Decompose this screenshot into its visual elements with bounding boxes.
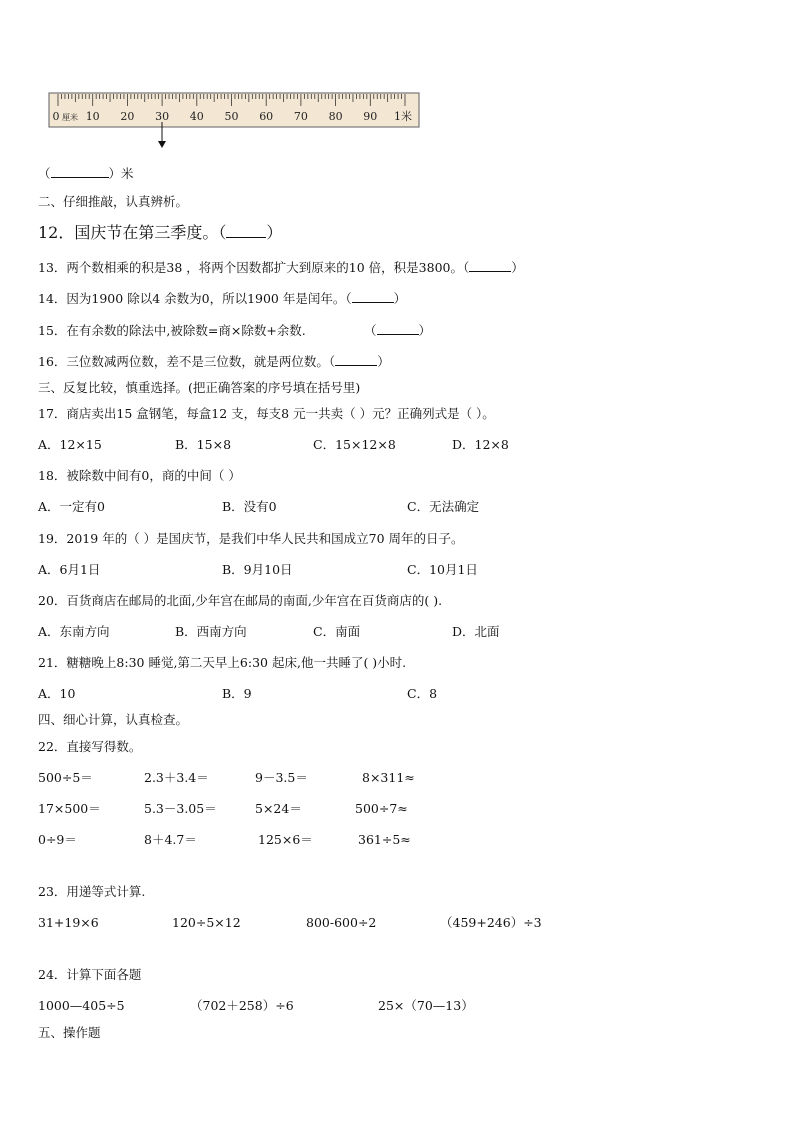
- q19-stem: 19．2019 年的（ ）是国庆节，是我们中华人民共和国成立70 周年的日子。: [38, 531, 464, 546]
- q22-r1-c1: 500÷5＝: [38, 770, 93, 785]
- ruler-label: 50: [224, 110, 239, 123]
- section-5-title: 五、操作题: [38, 1025, 101, 1040]
- q15: [38, 323, 306, 339]
- q14: 14．因为1900 除以4 余数为0，所以1900 年是闰年。（ ）: [38, 291, 407, 306]
- q22-r3-c3: 125×6＝: [258, 832, 313, 847]
- q22-r2-c2: 5.3－3.05＝: [144, 801, 217, 816]
- section-3-title: 三、反复比较，慎重选择。(把正确答案的序号填在括号里): [38, 380, 361, 395]
- q22-stem: 22．直接写得数。: [38, 739, 142, 754]
- q12-text: 12．国庆节在第三季度。: [38, 223, 219, 242]
- q22-r3-c2: 8＋4.7＝: [144, 832, 197, 847]
- q22-r1-c2: 2.3＋3.4＝: [144, 770, 209, 785]
- q19-option-c[interactable]: C．10月1日: [407, 562, 478, 577]
- q15-blank[interactable]: [377, 323, 419, 335]
- q23-item-1: 31+19×6: [38, 915, 99, 930]
- q11-answer-line: （ ）米: [38, 166, 134, 181]
- q12-blank[interactable]: [226, 226, 266, 238]
- q11-unit: 米: [121, 166, 134, 181]
- q17-stem: 17．商店卖出15 盒钢笔，每盒12 支，每支8 元一共卖（ ）元？正确列式是（ ）。: [38, 406, 495, 421]
- q21-stem: 21．糖糖晚上8:30 睡觉,第二天早上6:30 起床,他一共睡了( )小时.: [38, 655, 407, 670]
- q24-item-1: 1000—405÷5: [38, 998, 125, 1013]
- q22-r2-c4: 500÷7≈: [355, 801, 408, 816]
- q16-text: 16．三位数减两位数，差不是三位数，就是两位数。: [38, 354, 329, 369]
- q14-blank[interactable]: [352, 291, 394, 303]
- q17-option-c[interactable]: C．15×12×8: [313, 437, 396, 452]
- ruler-label: 30: [155, 110, 170, 123]
- q11-answer-blank[interactable]: [51, 166, 109, 178]
- ruler-label: 60: [259, 110, 274, 123]
- q17-option-a[interactable]: A．12×15: [38, 437, 102, 452]
- q22-r2-c1: 17×500＝: [38, 801, 101, 816]
- q20-stem: 20．百货商店在邮局的北面,少年宫在邮局的南面,少年宫在百货商店的( ).: [38, 593, 443, 608]
- ruler-figure: [48, 92, 422, 152]
- q20-option-b[interactable]: B．西南方向: [175, 624, 247, 639]
- q15-text: 15．在有余数的除法中,被除数=商×除数+余数.: [38, 323, 306, 338]
- ruler-arrow-head: [158, 141, 166, 148]
- ruler-label: 1米: [394, 110, 412, 123]
- q22-r1-c4: 8×311≈: [362, 770, 415, 785]
- ruler-label: 70: [293, 110, 308, 123]
- ruler-label: 40: [189, 110, 204, 123]
- q13-text: 13．两个数相乘的积是38 ，将两个因数都扩大到原来的10 倍，积是3800。: [38, 260, 463, 275]
- q23-item-4: （459+246）÷3: [440, 915, 542, 930]
- q13: 13．两个数相乘的积是38 ，将两个因数都扩大到原来的10 倍，积是3800。（ ）: [38, 260, 524, 275]
- q24-item-2: （702＋258）÷6: [190, 998, 294, 1013]
- q23-item-2: 120÷5×12: [172, 915, 241, 930]
- q24-item-3: 25×（70—13）: [378, 998, 474, 1013]
- q21-option-a[interactable]: A．10: [38, 686, 76, 701]
- q16-blank[interactable]: [335, 354, 377, 366]
- ruler-label: 厘米: [62, 113, 78, 122]
- q20-option-c[interactable]: C．南面: [313, 624, 361, 639]
- q14-text: 14．因为1900 除以4 余数为0，所以1900 年是闰年。: [38, 291, 346, 306]
- q18-stem: 18．被除数中间有0，商的中间（ ）: [38, 468, 241, 483]
- q17-option-d[interactable]: D．12×8: [452, 437, 509, 452]
- q24-stem: 24．计算下面各题: [38, 967, 142, 982]
- q22-r3-c4: 361÷5≈: [358, 832, 411, 847]
- q21-option-b[interactable]: B．9: [222, 686, 252, 701]
- q18-option-a[interactable]: A．一定有0: [38, 499, 105, 514]
- q17-option-b[interactable]: B．15×8: [175, 437, 232, 452]
- ruler-label: 90: [363, 110, 378, 123]
- q20-option-a[interactable]: A．东南方向: [38, 624, 110, 639]
- q21-option-c[interactable]: C．8: [407, 686, 438, 701]
- q22-r3-c1: 0÷9＝: [38, 832, 77, 847]
- q20-option-d[interactable]: D．北面: [452, 624, 500, 639]
- q12: 12．国庆节在第三季度。（ ）: [38, 223, 283, 242]
- q13-blank[interactable]: [469, 260, 511, 272]
- ruler-label: 20: [120, 110, 135, 123]
- q22-r2-c3: 5×24＝: [255, 801, 302, 816]
- q19-option-a[interactable]: A．6月1日: [38, 562, 101, 577]
- q16: 16．三位数减两位数，差不是三位数，就是两位数。（ ）: [38, 354, 390, 369]
- section-2-title: 二、仔细推敲，认真辨析。: [38, 194, 189, 209]
- q19-option-b[interactable]: B．9月10日: [222, 562, 293, 577]
- q15-answer: （ ）: [364, 323, 432, 338]
- q18-option-c[interactable]: C．无法确定: [407, 499, 480, 514]
- ruler-label: 80: [328, 110, 343, 123]
- q18-option-b[interactable]: B．没有0: [222, 499, 277, 514]
- ruler-label: 0: [52, 110, 60, 123]
- q22-r1-c3: 9－3.5＝: [255, 770, 308, 785]
- q23-item-3: 800-600÷2: [306, 915, 377, 930]
- section-4-title: 四、细心计算，认真检查。: [38, 712, 189, 727]
- q23-stem: 23．用递等式计算.: [38, 884, 146, 899]
- ruler-label: 10: [85, 110, 100, 123]
